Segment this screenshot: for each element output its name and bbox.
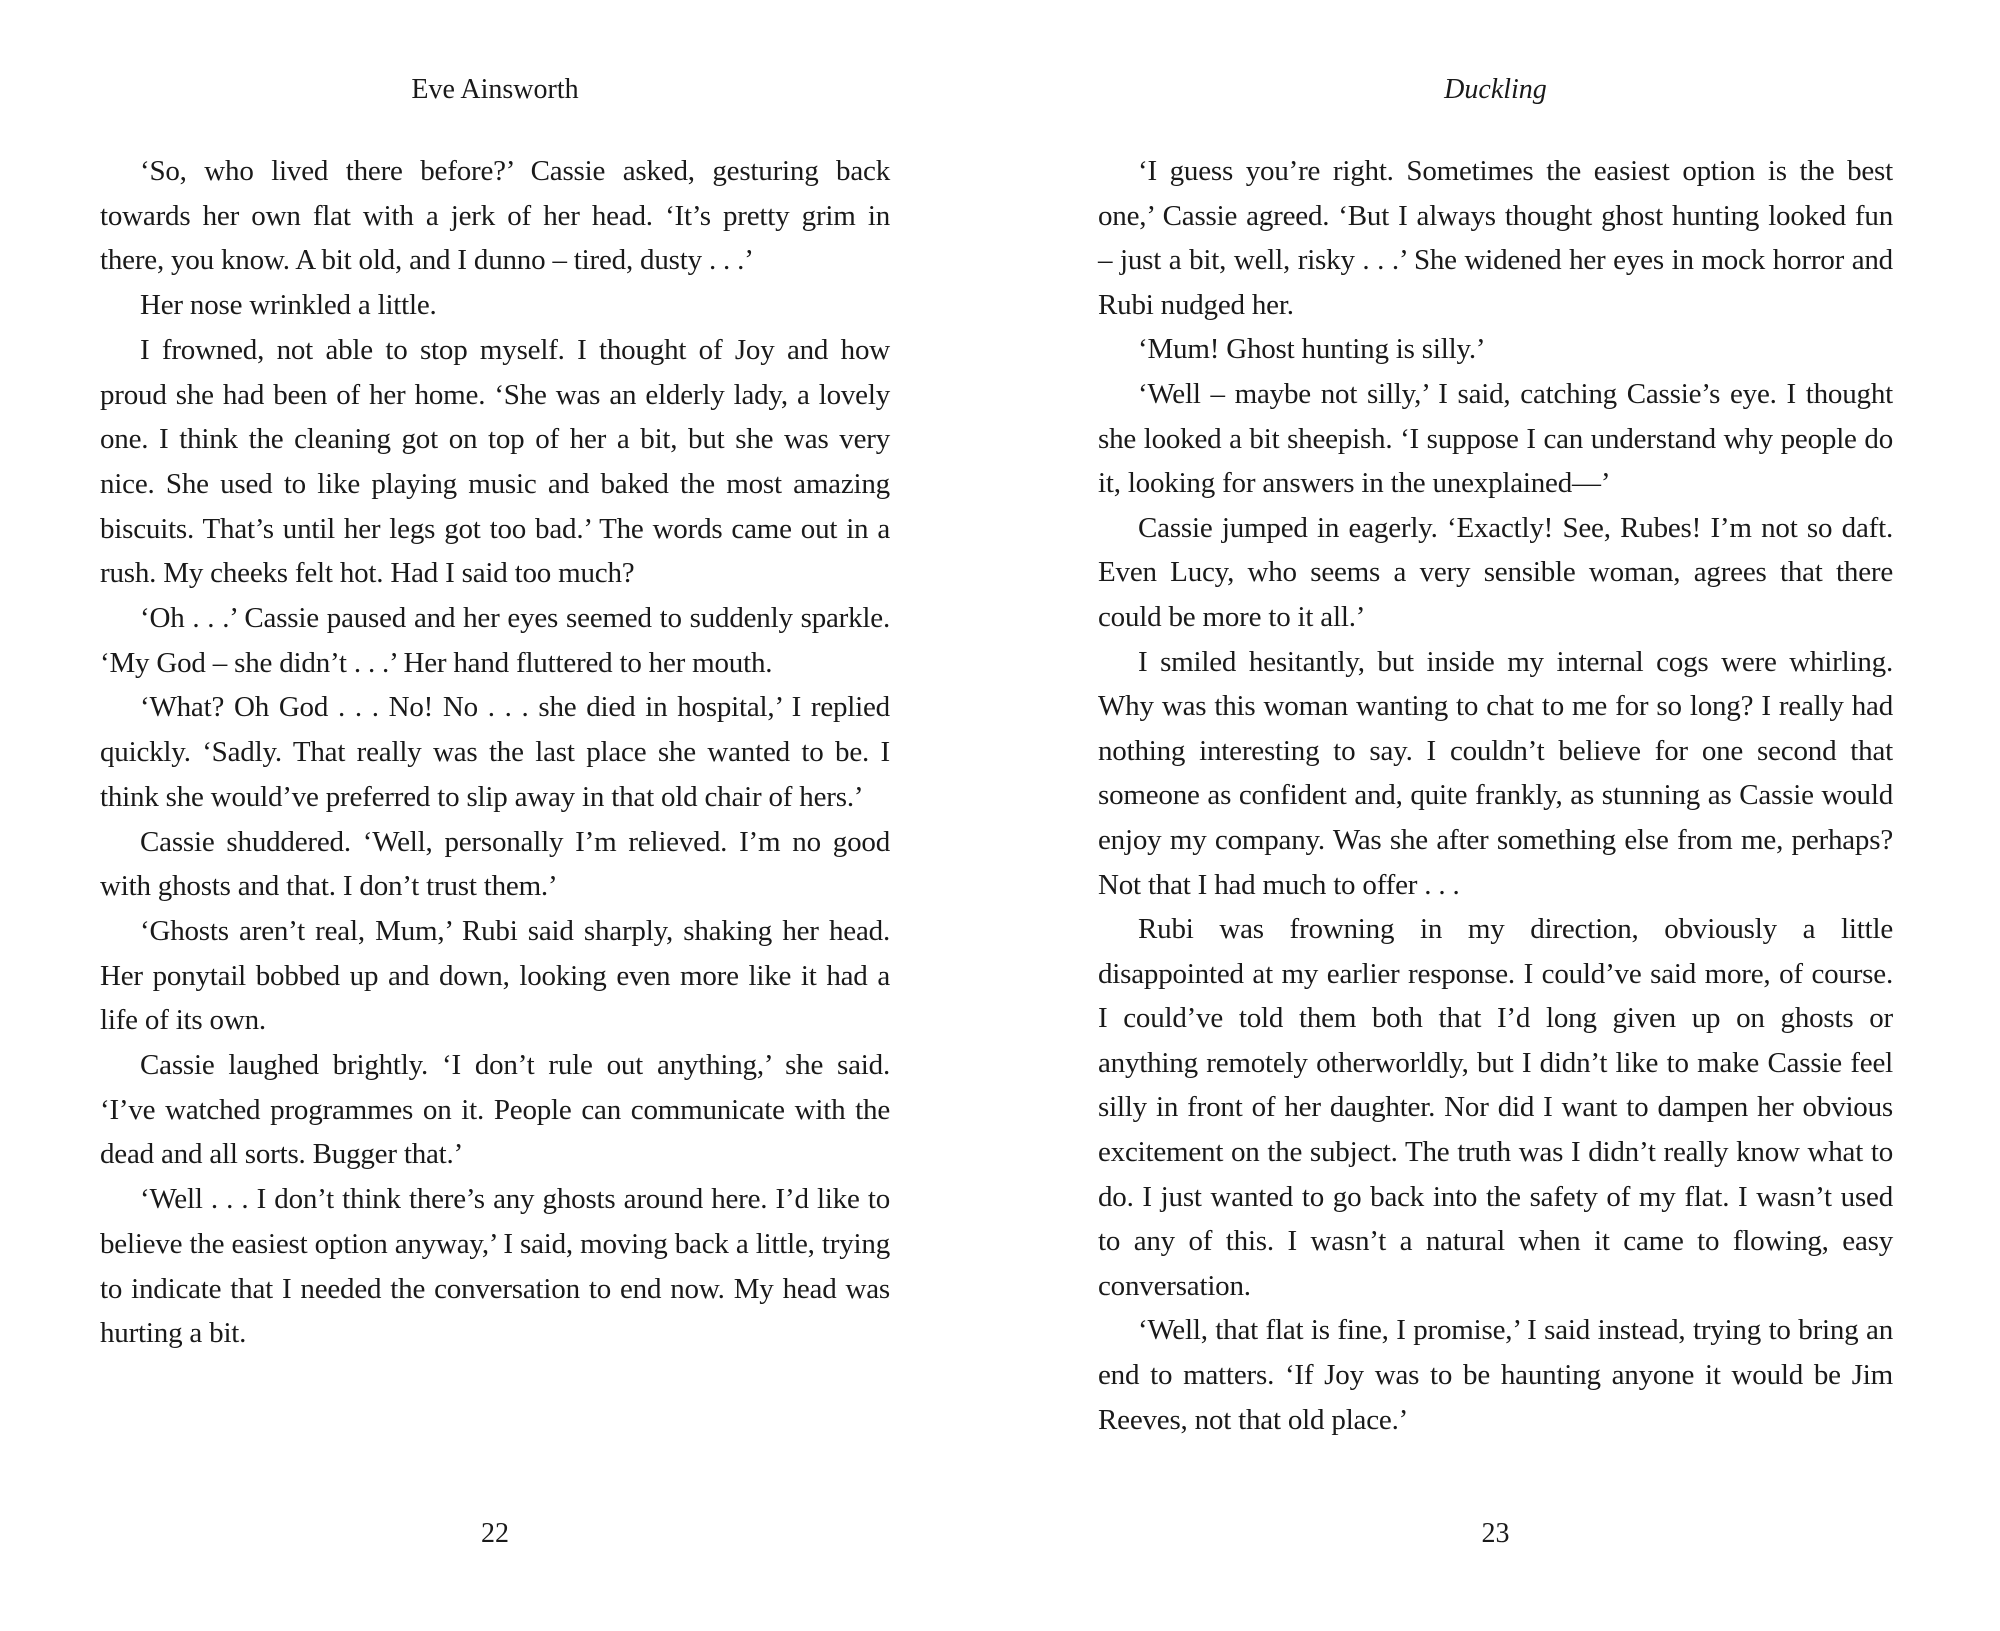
right-page-body (1098, 149, 1893, 1442)
running-head-title: Duckling (1444, 74, 1547, 105)
paragraph: I smiled hesitantly, but inside my internal cogs were whirling. Why was this woman wanting to chat to me for so long? I really had nothing interesting to say. I couldn’t believe for one second that someone as confident and, quite frankly, as stunning as Cassie would enjoy my company. Was she after something else from me, perhaps? Not that I had much to offer . . . (1098, 645, 1893, 901)
paragraph: ‘Mum! Ghost hunting is silly.’ (1138, 333, 1486, 366)
paragraph: Her nose wrinkled a little. (140, 289, 437, 322)
paragraph: ‘Well . . . I don’t think there’s any ghosts around here. I’d like to believe the easiest option anyway,’ I said, moving back a little, trying to indicate that I needed the conversation to end now. My head was hurting a bit. (100, 1183, 890, 1350)
paragraph: ‘Well, that flat is fine, I promise,’ I said instead, trying to bring an end to matters. ‘If Joy was to be haunting anyone it would be Jim Reeves, not that old place.’ (1098, 1314, 1893, 1436)
paragraph: Rubi was frowning in my direction, obviously a little disappointed at my earlier response. I could’ve said more, of course. I could’ve told them both that I’d long given up on ghosts or anything remotely otherworldly, but I didn’t like to make Cassie feel silly in front of her daughter. Nor did I want to dampen her obvious excitement on the subject. The truth was I didn’t really know what to do. I just wanted to go back into the safety of my flat. I wasn’t used to any of this. I wasn’t a natural when it came to flowing, easy conversation. (1098, 913, 1893, 1302)
right-page (1098, 0, 1893, 1631)
paragraph: ‘I guess you’re right. Sometimes the easiest option is the best one,’ Cassie agreed. ‘But I always thought ghost hunting looked fun – just a bit, well, risky . . .’ She widened her eyes in mock horror and Rubi nudged her. (1098, 155, 1893, 321)
paragraph: I frowned, not able to stop myself. I thought of Joy and how proud she had been of her home. ‘She was an elderly lady, a lovely one. I think the cleaning got on top of her a bit, but she was very nice. She used to like playing music and baked the most amazing biscuits. That’s until her legs got too bad.’ The words came out in a rush. My cheeks felt hot. Had I said too much? (100, 333, 890, 590)
left-page-body (100, 149, 890, 1356)
paragraph: ‘Ghosts aren’t real, Mum,’ Rubi said sharply, shaking her head. Her ponytail bobbed up and down, looking even more like it had a life of its own. (100, 914, 890, 1037)
page-number: 23 (1481, 1518, 1510, 1549)
paragraph: ‘So, who lived there before?’ Cassie asked, gesturing back towards her own flat with a jerk of her head. ‘It’s pretty grim in there, you know. A bit old, and I dunno – tired, dusty . . .’ (100, 155, 890, 277)
paragraph: ‘Well – maybe not silly,’ I said, catching Cassie’s eye. I thought she looked a bit sheepish. ‘I suppose I can understand why people do it, looking for answers in the unexplained—’ (1098, 377, 1893, 500)
paragraph: Cassie jumped in eagerly. ‘Exactly! See, Rubes! I’m not so daft. Even Lucy, who seems a very sensible woman, agrees that there could be more to it all.’ (1098, 511, 1893, 633)
page-number: 22 (481, 1518, 509, 1549)
left-page (100, 0, 890, 1631)
running-head-author: Eve Ainsworth (411, 74, 579, 105)
paragraph: Cassie shuddered. ‘Well, personally I’m relieved. I’m no good with ghosts and that. I don’t trust them.’ (100, 825, 890, 903)
paragraph: ‘Oh . . .’ Cassie paused and her eyes seemed to suddenly sparkle. ‘My God – she didn’t . . .’ Her hand fluttered to her mouth. (100, 602, 890, 679)
paragraph: ‘What? Oh God . . . No! No . . . she died in hospital,’ I replied quickly. ‘Sadly. That really was the last place she wanted to be. I think she would’ve preferred to slip away in that old chair of hers.’ (100, 691, 890, 813)
paragraph: Cassie laughed brightly. ‘I don’t rule out anything,’ she said. ‘I’ve watched programmes on it. People can communicate with the dead and all sorts. Bugger that.’ (100, 1049, 890, 1171)
